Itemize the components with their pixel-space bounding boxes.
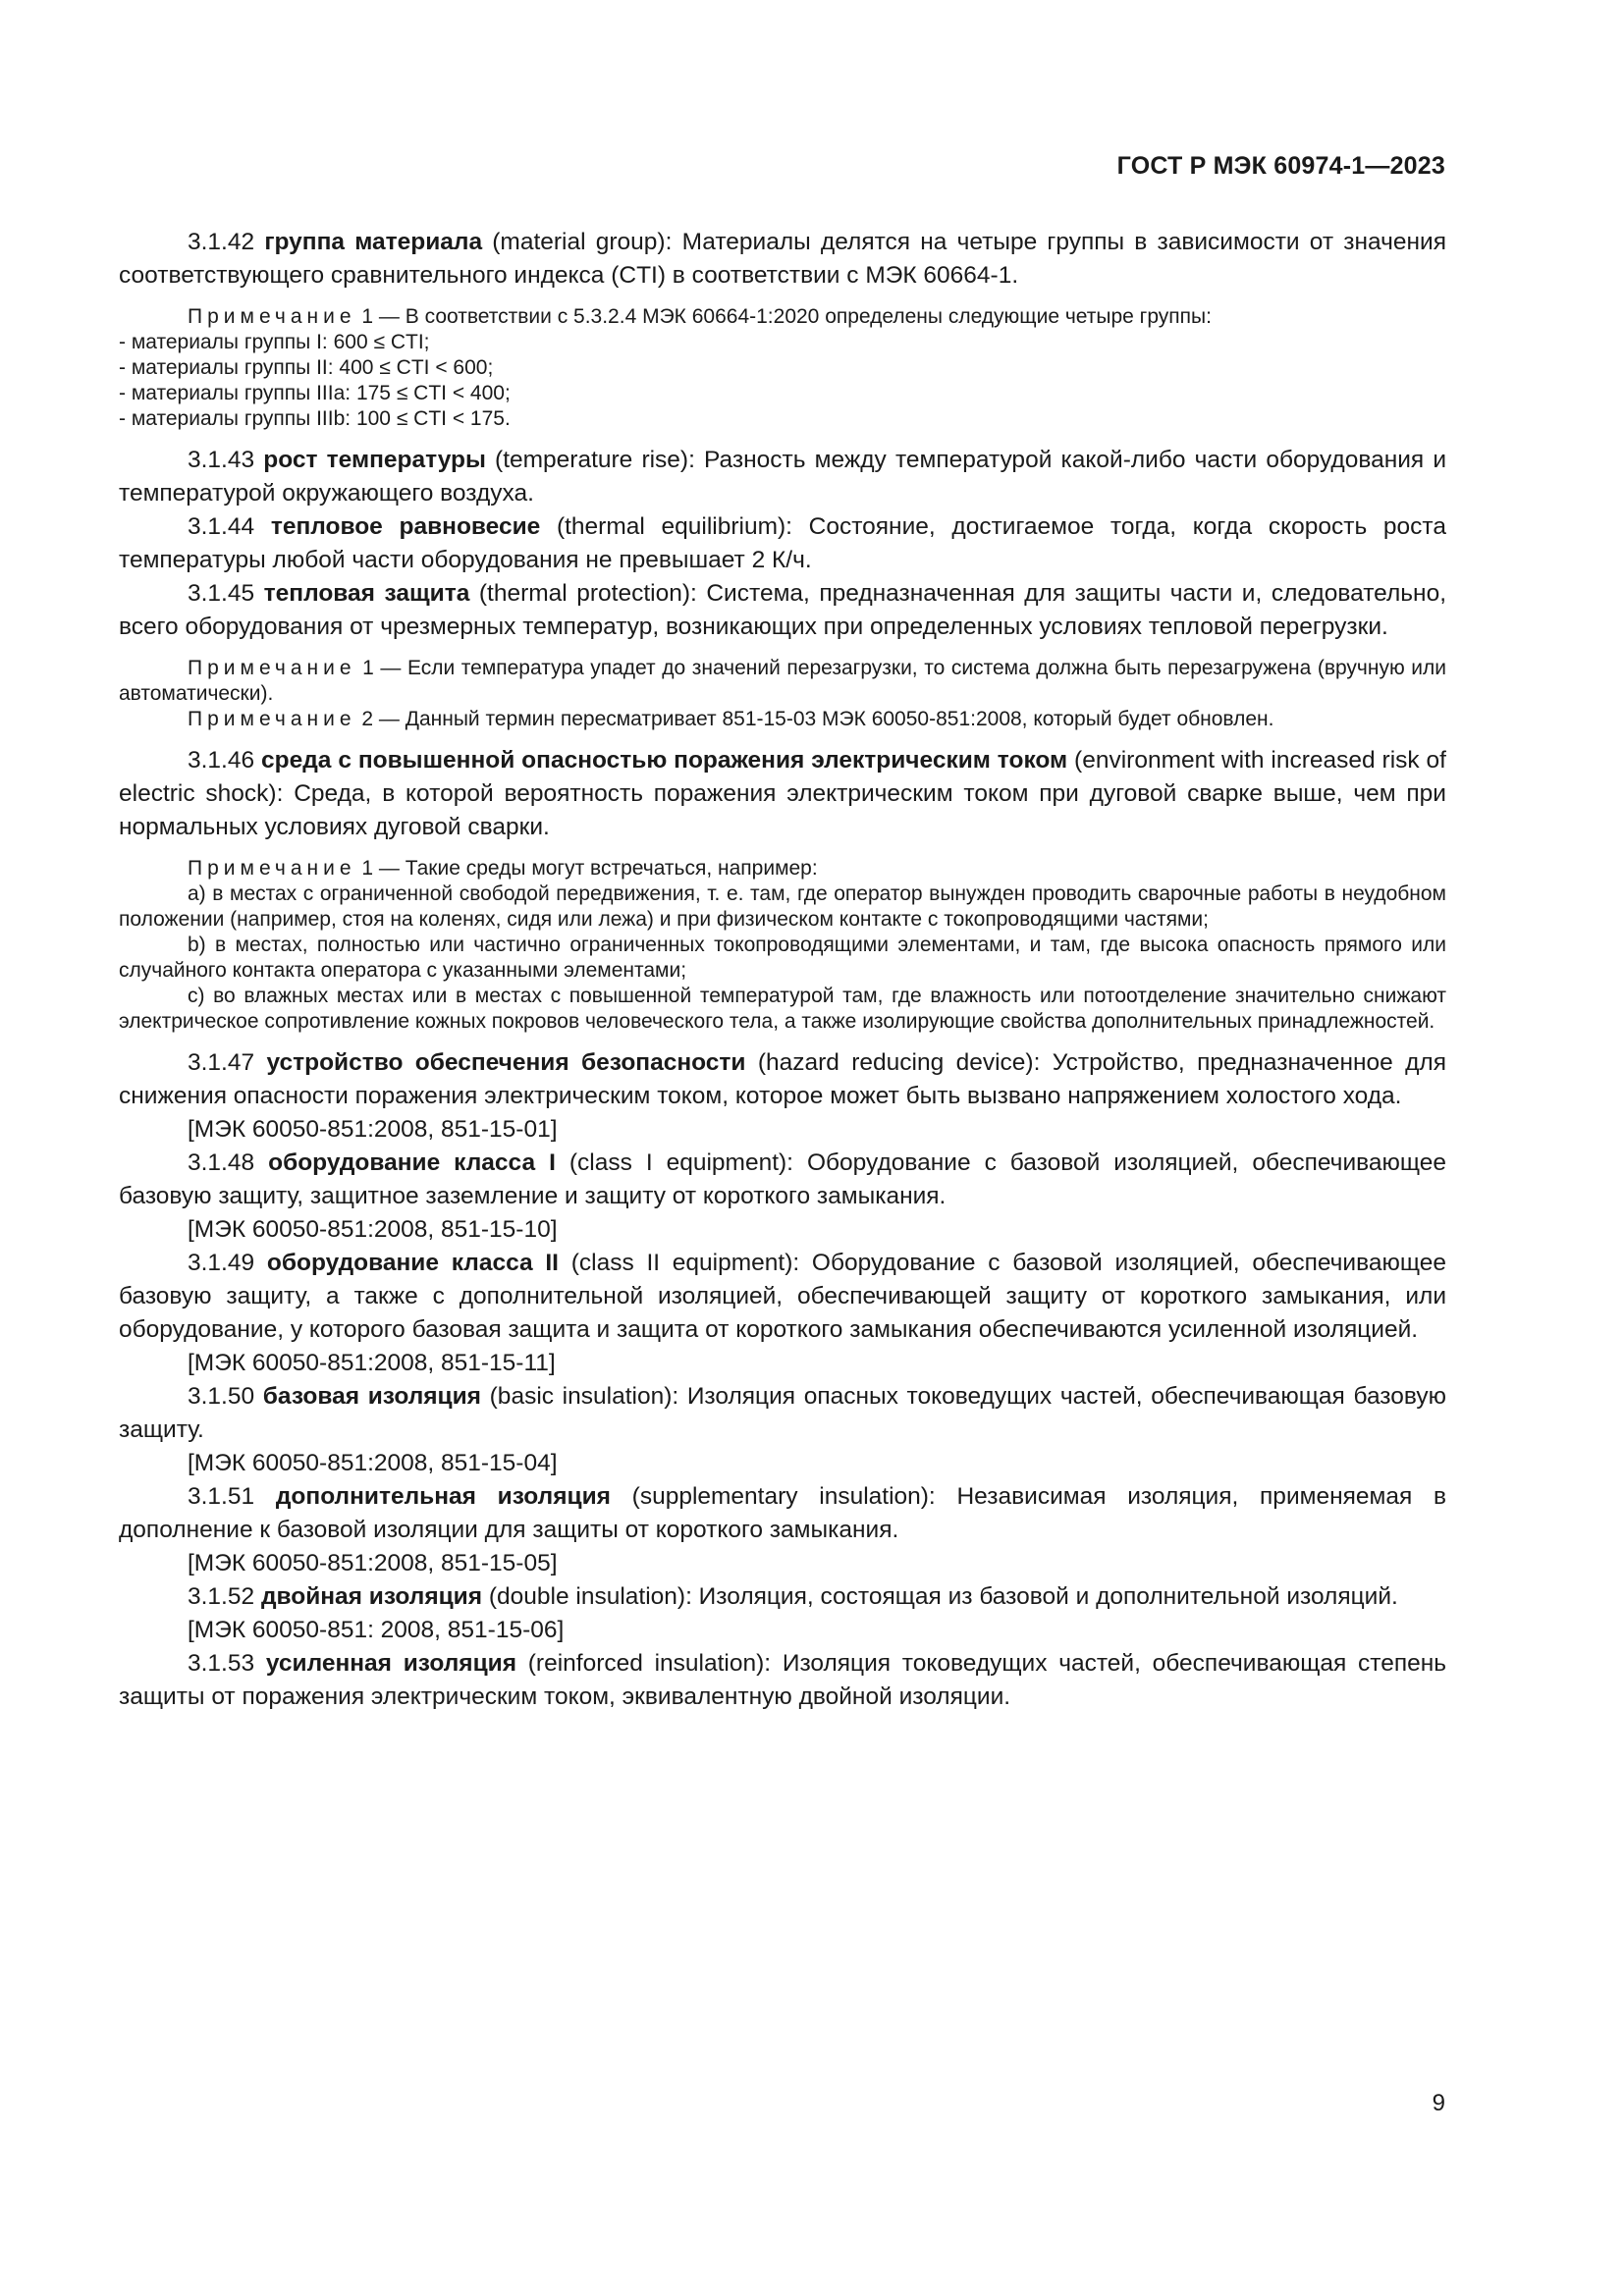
clause-text: (double insulation): Изоляция, состоящая из базовой и дополнительной изоляций. — [482, 1583, 1398, 1610]
clause-number: 3.1.52 — [188, 1583, 255, 1610]
clause-term: двойная изоляция — [260, 1583, 483, 1610]
clause-number: 3.1.50 — [188, 1383, 255, 1410]
note-3-1-46 — [119, 856, 1446, 1035]
clause-3-1-49 — [119, 1247, 1446, 1347]
clause-number: 3.1.46 — [188, 747, 255, 774]
note-3-1-42 — [119, 304, 1446, 432]
clause-term: среда с повышенной опасностью поражения электрическим током — [261, 747, 1068, 774]
clause-text: (basic insulation): Изоляция опасных токоведущих частей, обеспечивающая базовую защиту. — [119, 1383, 1446, 1443]
note-2 — [119, 707, 1446, 732]
clause-text: (reinforced insulation): Изоляция токоведущих частей, обеспечивающая степень защиты от поражения электрическим током, эквивалентную двойной изоляции. — [119, 1650, 1447, 1710]
clause-3-1-44 — [119, 510, 1446, 577]
clause-number: 3.1.51 — [188, 1483, 255, 1510]
clause-reference: [МЭК 60050-851:2008, 851-15-05] — [188, 1550, 558, 1576]
note-list-item: - материалы группы I: 600 ≤ CTI; — [119, 331, 430, 353]
clause-term: группа материала — [264, 229, 483, 255]
clause-term: дополнительная изоляция — [275, 1483, 611, 1510]
note-text: 1 — Такие среды могут встречаться, например: — [355, 857, 818, 880]
clause-term: рост температуры — [263, 447, 486, 473]
clause-text: (material group): Материалы делятся на четыре группы в зависимости от значения соответствующего сравнительного индекса (CTI) в соответствии с МЭК 60664-1. — [119, 229, 1446, 289]
clause-number: 3.1.53 — [188, 1650, 255, 1677]
clause-3-1-42 — [119, 226, 1446, 293]
clause-text: (temperature rise): Разность между температурой какой-либо части оборудования и температурой окружающего воздуха. — [119, 447, 1447, 507]
clause-3-1-46 — [119, 744, 1446, 844]
clause-number: 3.1.49 — [188, 1250, 255, 1276]
clause-3-1-47 — [119, 1046, 1446, 1113]
clause-reference: [МЭК 60050-851:2008, 851-15-11] — [188, 1350, 556, 1376]
clause-number: 3.1.48 — [188, 1149, 255, 1176]
clause-text: (supplementary insulation): Независимая изоляция, применяемая в дополнение к базовой изоляции для защиты от короткого замыкания. — [119, 1483, 1447, 1543]
clause-reference: [МЭК 60050-851: 2008, 851-15-06] — [188, 1617, 565, 1643]
note-list-item: - материалы группы II: 400 ≤ CTI < 600; — [119, 356, 494, 379]
clause-reference: [МЭК 60050-851:2008, 851-15-04] — [188, 1450, 558, 1476]
clause-3-1-51 — [119, 1480, 1446, 1547]
clause-text: (thermal protection): Система, предназначенная для защиты части и, следовательно, всего оборудования от чрезмерных температур, возникающих при определенных условиях тепловой перегрузки. — [119, 580, 1446, 640]
clause-3-1-52 — [119, 1580, 1446, 1614]
document-body — [119, 226, 1446, 1714]
note-list-item: - материалы группы IIIa: 175 ≤ CTI < 400; — [119, 382, 511, 404]
clause-text: (class I equipment): Оборудование с базовой изоляцией, обеспечивающее базовую защиту, защитное заземление и защиту от короткого замыкания. — [119, 1149, 1447, 1209]
note-list-item: c) во влажных местах или в местах с повышенной температурой там, где влажность или потоотделение значительно снижают электрическое сопротивление кожных покровов человеческого тела, а также изолирующие свойства дополнительных принадлежностей. — [119, 985, 1446, 1033]
document-code-header: ГОСТ Р МЭК 60974-1—2023 — [1116, 152, 1445, 180]
clause-reference: [МЭК 60050-851:2008, 851-15-01] — [188, 1116, 558, 1143]
clause-term: усиленная изоляция — [265, 1650, 516, 1677]
note-label: Примечание — [188, 857, 356, 880]
notes-3-1-45 — [119, 656, 1446, 732]
note-list-item: - материалы группы IIIb: 100 ≤ CTI < 175. — [119, 407, 511, 430]
clause-3-1-45 — [119, 577, 1446, 644]
clause-term: базовая изоляция — [262, 1383, 481, 1410]
clause-text: (hazard reducing device): Устройство, предназначенное для снижения опасности поражения электрическим током, которое может быть вызвано напряжением холостого хода. — [119, 1049, 1446, 1109]
note-text: 2 — Данный термин пересматривает 851-15-03 МЭК 60050-851:2008, который будет обновлен. — [355, 708, 1274, 730]
clause-term: устройство обеспечения безопасности — [266, 1049, 746, 1076]
clause-text: (class II equipment): Оборудование с базовой изоляцией, обеспечивающее базовую защиту, а также с дополнительной изоляцией, обеспечивающей защиту от короткого замыкания, или оборудование, у которого базовая защита и защита от короткого замыкания обеспечиваются усиленной изоляцией. — [119, 1250, 1446, 1343]
note-list-item: b) в местах, полностью или частично ограниченных токопроводящими элементами, и там, где высока опасность прямого или случайного контакта оператора с указанными элементами; — [119, 934, 1446, 982]
clause-3-1-43 — [119, 444, 1446, 510]
clause-3-1-53 — [119, 1647, 1446, 1714]
clause-3-1-48 — [119, 1147, 1446, 1213]
clause-term: тепловая защита — [263, 580, 470, 607]
clause-reference: [МЭК 60050-851:2008, 851-15-10] — [188, 1216, 558, 1243]
clause-number: 3.1.43 — [188, 447, 255, 473]
clause-number: 3.1.47 — [188, 1049, 255, 1076]
clause-text: (thermal equilibrium): Состояние, достигаемое тогда, когда скорость роста температуры любой части оборудования не превышает 2 К/ч. — [119, 513, 1446, 573]
note-list-item: a) в местах с ограниченной свободой передвижения, т. е. там, где оператор вынужден проводить сварочные работы в неудобном положении (например, стоя на коленях, сидя или лежа) и при физическом контакте с токопроводящими частями; — [119, 882, 1446, 931]
note-label: Примечание — [188, 305, 356, 328]
note-1 — [119, 656, 1446, 707]
clause-number: 3.1.45 — [188, 580, 255, 607]
page-number: 9 — [1432, 2090, 1445, 2116]
clause-number: 3.1.44 — [188, 513, 255, 540]
clause-number: 3.1.42 — [188, 229, 255, 255]
note-label: Примечание — [188, 708, 356, 730]
clause-term: оборудование класса I — [268, 1149, 556, 1176]
clause-3-1-50 — [119, 1380, 1446, 1447]
clause-text: (environment with increased risk of electric shock): Среда, в которой вероятность поражения электрическим током при дуговой сварке выше, чем при нормальных условиях дуговой сварки. — [119, 747, 1446, 840]
note-text: 1 — В соответствии с 5.3.2.4 МЭК 60664-1:2020 определены следующие четыре группы: — [355, 305, 1212, 328]
note-text: 1 — Если температура упадет до значений перезагрузки, то система должна быть перезагружена (вручную или автоматически). — [119, 657, 1446, 705]
clause-term: тепловое равновесие — [270, 513, 541, 540]
clause-term: оборудование класса II — [266, 1250, 559, 1276]
note-label: Примечание — [188, 657, 356, 679]
